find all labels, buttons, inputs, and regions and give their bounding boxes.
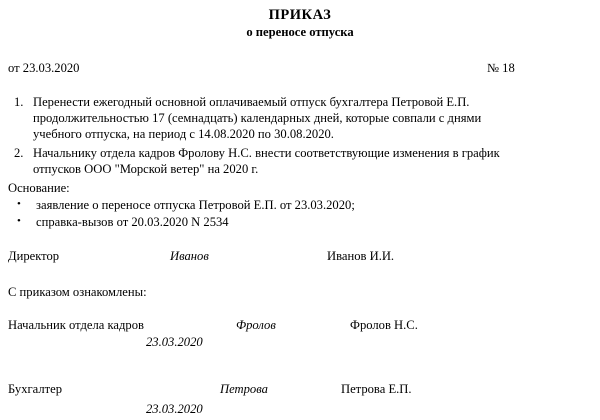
signer-date: 23.03.2020 xyxy=(146,335,203,349)
basis-label: Основание: xyxy=(8,181,70,195)
signer-signature: Петрова xyxy=(220,382,268,396)
signer-name: Фролов Н.С. xyxy=(350,318,418,332)
bullet-icon: • xyxy=(17,215,21,227)
item-line: Начальнику отдела кадров Фролову Н.С. внести соответствующие изменения в график xyxy=(33,146,500,160)
item-line: Перенести ежегодный основной оплачиваемый отпуск бухгалтера Петровой Е.П. xyxy=(33,95,470,109)
document-subtitle: о переносе отпуска xyxy=(246,25,354,39)
director-role: Директор xyxy=(8,249,60,263)
item-number: 1. xyxy=(14,95,24,109)
item-line: отпусков ООО "Морской ветер" на 2020 г. xyxy=(33,162,259,176)
director-signature: Иванов xyxy=(170,249,209,263)
signer-date: 23.03.2020 xyxy=(146,402,203,416)
bullet-icon: • xyxy=(17,198,21,210)
order-date: от 23.03.2020 xyxy=(8,61,80,75)
basis-item: заявление о переносе отпуска Петровой Е.П. от 23.03.2020; xyxy=(36,198,355,212)
director-name: Иванов И.И. xyxy=(327,249,395,263)
order-number: № 18 xyxy=(487,61,515,75)
basis-item: справка-вызов от 20.03.2020 N 2534 xyxy=(36,215,229,229)
item-line: продолжительностью 17 (семнадцать) календарных дней, которые совпали с днями xyxy=(33,111,482,125)
signer-role: Бухгалтер xyxy=(8,382,63,396)
signer-role: Начальник отдела кадров xyxy=(8,318,144,332)
document-title: ПРИКАЗ xyxy=(268,7,332,23)
acquainted-label: С приказом ознакомлены: xyxy=(8,285,147,299)
signer-signature: Фролов xyxy=(236,318,276,332)
signer-name: Петрова Е.П. xyxy=(341,382,412,396)
item-number: 2. xyxy=(14,146,24,160)
item-line: учебного отпуска, на период с 14.08.2020 по 30.08.2020. xyxy=(33,127,334,141)
